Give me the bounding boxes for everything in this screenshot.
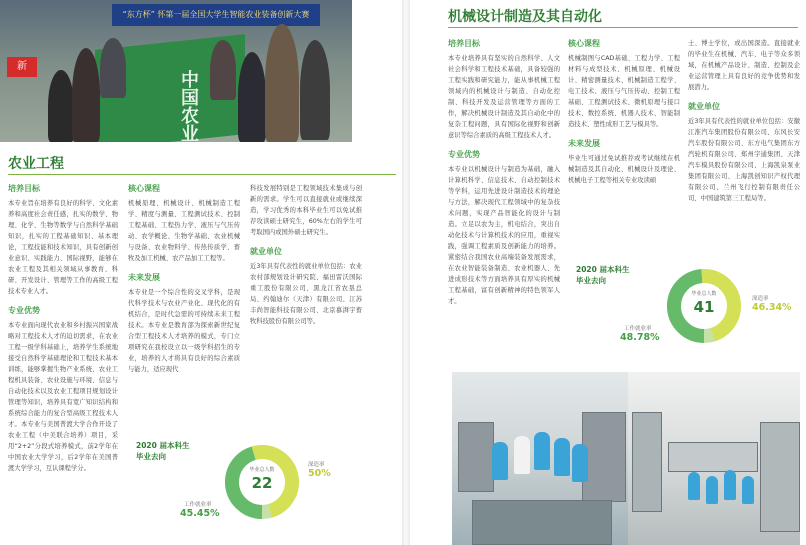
section-title-mech: 机械设计制造及其自动化: [448, 9, 602, 25]
advantage-heading: 专业优势: [448, 150, 480, 159]
goal-heading: 培养目标: [448, 39, 480, 48]
future-text: 本专业是一个综合性的交叉学科，是现代科学技术与农业产业化、现代化的有机结合，是时代急需的可持续未来工程技术。本专业是教育部为探索新世纪复合型工程技术人才培养的模式，专门立项研究在我校设立以一级学科招生的专业，培养的人才将具有良好的综合素质与能力，适应现代: [128, 289, 240, 373]
future-text-cont: 科技发展特别是工程领域技术集成与创新的需求。学生可以直接就业或继续深造，学习优秀的本科毕业生可以免试推荐攻读硕士研究生，60%左右的学生可考取国内或国外硕士研究生。: [250, 185, 362, 236]
student-figure: [492, 442, 508, 480]
center-label: 毕业总人数: [691, 291, 717, 297]
future-text: 毕业生可通过免试推荐或考试继续在机械制造及其自动化、机械设计及理论、机械电子工程等相关专业攻读硕: [568, 155, 680, 184]
student-figure: [724, 470, 736, 500]
slice-pct-study: 46.34%: [752, 302, 792, 313]
student-figure: [706, 476, 718, 504]
slice-label-study: 深造率: [752, 296, 769, 302]
title-rule: [448, 27, 798, 28]
chart-heading-2: 毕业去向: [136, 452, 166, 461]
goal-heading: 培养目标: [8, 184, 40, 193]
lab-photo-2: [628, 372, 800, 545]
student-figure: [514, 436, 530, 474]
page-gutter: [402, 0, 410, 545]
left-col-3: [250, 183, 362, 327]
goal-text: 本专业培养具有坚实的自然科学、人文社会科学和工程技术基础，具备较强的工程实践和研究能力，能从事机械工程领域内的机械设计与制造、自动化控制、科技开发及运营管理等方面的工作，解决机械设计制造及其自动化中的复杂工程问题，具有国际化视野和创新意识等综合素质的高级工程技术人才。: [448, 55, 560, 139]
student-figure: [572, 444, 588, 482]
machine-shape: [632, 412, 662, 512]
core-courses-heading: 核心课程: [568, 39, 600, 48]
slice-pct-work: 48.78%: [620, 332, 660, 343]
center-label: 毕业总人数: [249, 467, 275, 473]
lab-photo-1: [452, 372, 628, 545]
chart-heading-2: 毕业去向: [576, 276, 606, 285]
right-col-3: [688, 38, 800, 204]
left-chart: [136, 436, 356, 536]
person-figure: [265, 24, 299, 142]
photo-sign: 新: [7, 57, 37, 77]
core-courses-heading: 核心课程: [128, 184, 160, 193]
slice-label-work: 工作就业率: [184, 502, 212, 508]
person-figure: [210, 40, 236, 100]
team-group-photo: [0, 0, 352, 142]
core-courses-text: 机械制图与CAD基础、工程力学、工程材料与成型技术、机械原理、机械设计、精密测量技术、机械制造工程学、电工技术、液压与气压传动、控制工程基础、工程测试技术、微机原理与接口技术、数控系统、机器人技术、智能制造技术、塑性成形工艺与模具等。: [568, 55, 680, 128]
person-figure: [300, 40, 330, 140]
slice-pct-work: 45.45%: [180, 508, 220, 519]
right-chart: [576, 258, 802, 362]
right-col-1: [448, 38, 560, 307]
bench-shape: [472, 500, 612, 545]
future-heading: 未来发展: [128, 273, 160, 282]
person-figure: [100, 38, 126, 98]
core-courses-text: 机械原理、机械设计、机械制造工程学、精度与测量、工程测试技术、控制工程基础、工程热力学、液压与气压传动、农学概论、生物学基础、农业机械与设备、农业物料学、传热传质学、畜牧及加工机械、农产品加工工程等。: [128, 200, 240, 262]
machine-shape: [582, 412, 626, 502]
title-rule: [8, 174, 396, 175]
student-figure: [534, 432, 550, 470]
chart-heading-1: 2020 届本科生: [576, 265, 630, 274]
future-heading: 未来发展: [568, 139, 600, 148]
slice-pct-study: 50%: [308, 468, 331, 479]
student-figure: [688, 472, 700, 500]
section-title-agri-eng: 农业工程: [8, 156, 64, 172]
person-figure: [48, 70, 74, 142]
left-page: [0, 0, 402, 545]
advantage-text: 本专业面向现代农业和乡村振兴国家战略对工程技术人才的迫切需求，在农业工程一级学科基础上，培养学生系统地接受自然科学基础理论和工程技术基本训练，能够掌握生物产业系统、农业工程机具装备、农业设施与环境、信息与自动化技术以及农业工程项目规划设计管理等知识，培养具有宽广知识结构和系统综合能力的复合型高级工程技术人才。本专业与美国普渡大学合作开设了农业工程（中美联合培养）项目，采用“2+2”分段式培养模式，前2学年在中国农业大学学习，后2学年在美国普渡大学学习，互认课程学分。: [8, 322, 118, 472]
machine-shape: [458, 422, 494, 492]
employers-heading: 就业单位: [250, 247, 282, 256]
person-figure: [72, 48, 100, 142]
flag-text: 中国农业: [178, 70, 199, 142]
advantage-heading: 专业优势: [8, 306, 40, 315]
left-col-2: [128, 183, 240, 375]
slice-label-work: 工作就业率: [624, 326, 652, 332]
right-col-2: [568, 38, 680, 186]
employers-text: 近3年具有代表性的就业单位包括：农业农村部规划设计研究院、福田雷沃国际重工股份有限公司、黑龙江省农垦总局、约翰迪尔（天津）有限公司、江苏丰尚智能科技有限公司、北京慕湃宇畜牧科技股份有限公司等。: [250, 263, 362, 325]
center-value: 41: [693, 298, 715, 316]
photo-banner: “东方杯” 怀第一届全国大学生智能农业装备创新大赛: [112, 4, 320, 26]
student-figure: [742, 476, 754, 504]
future-text-cont: 士、博士学位，或出国深造。直接就业的毕业生在机械、汽车、电子等众多领域，在机械产品设计、制造、控制及企业运营管理上具有良好的竞争优势和发展潜力。: [688, 40, 800, 91]
left-col-1: [8, 183, 118, 474]
slice-label-study: 深造率: [308, 462, 325, 468]
student-figure: [554, 438, 570, 476]
goal-text: 本专业旨在培养有良好的科学、文化素养和高度社会责任感，扎实的数学、物理、化学、生物等数学与自然科学基础知识，扎实的工程基础知识、基本理论，工程技能和技术知识，具有创新创业意识、实践能力、国际视野，能够在农业工程及其相关领域从事教育、科研、开发设计、管理等工作的高级工程技术专业人才。: [8, 200, 118, 295]
chart-heading-1: 2020 届本科生: [136, 441, 190, 450]
center-value: 22: [251, 474, 273, 492]
advantage-text: 本专业以机械设计与制造为基础，融入计算机科学、信息技术、自动控制技术等学科，运用先进设计制造技术的理论与方法，解决现代工程领域中的复杂技术问题，实现产品智能化的设计与制造。立足以农为主，机电结合，突出自动化技术与计算机技术的应用，重视实践，强调工程素质及创新能力的培养。紧密结合我国农业高端装备发展需求，在农业智能装备制造、农业机器人、先进成形技术等方面培养具有厚实的机械工程基础，富有创新精神的特色领军人才。: [448, 166, 560, 305]
employers-heading: 就业单位: [688, 102, 720, 111]
person-figure: [238, 52, 266, 142]
machine-shape: [760, 422, 800, 532]
employers-text: 近3年具有代表性的就业单位包括：安徽江淮汽车集团股份有限公司、东风长安汽车股份有限公司、东方电气集团东方汽轮机有限公司、郑州宇通集团、天津汽车模具股份有限公司、上海凯泉泵业集团有限公司、上海凯创知识产权代理有限公司、兰州飞行控制有限责任公司、中国建筑第三工程局等。: [688, 118, 800, 202]
machine-shape: [668, 442, 758, 472]
